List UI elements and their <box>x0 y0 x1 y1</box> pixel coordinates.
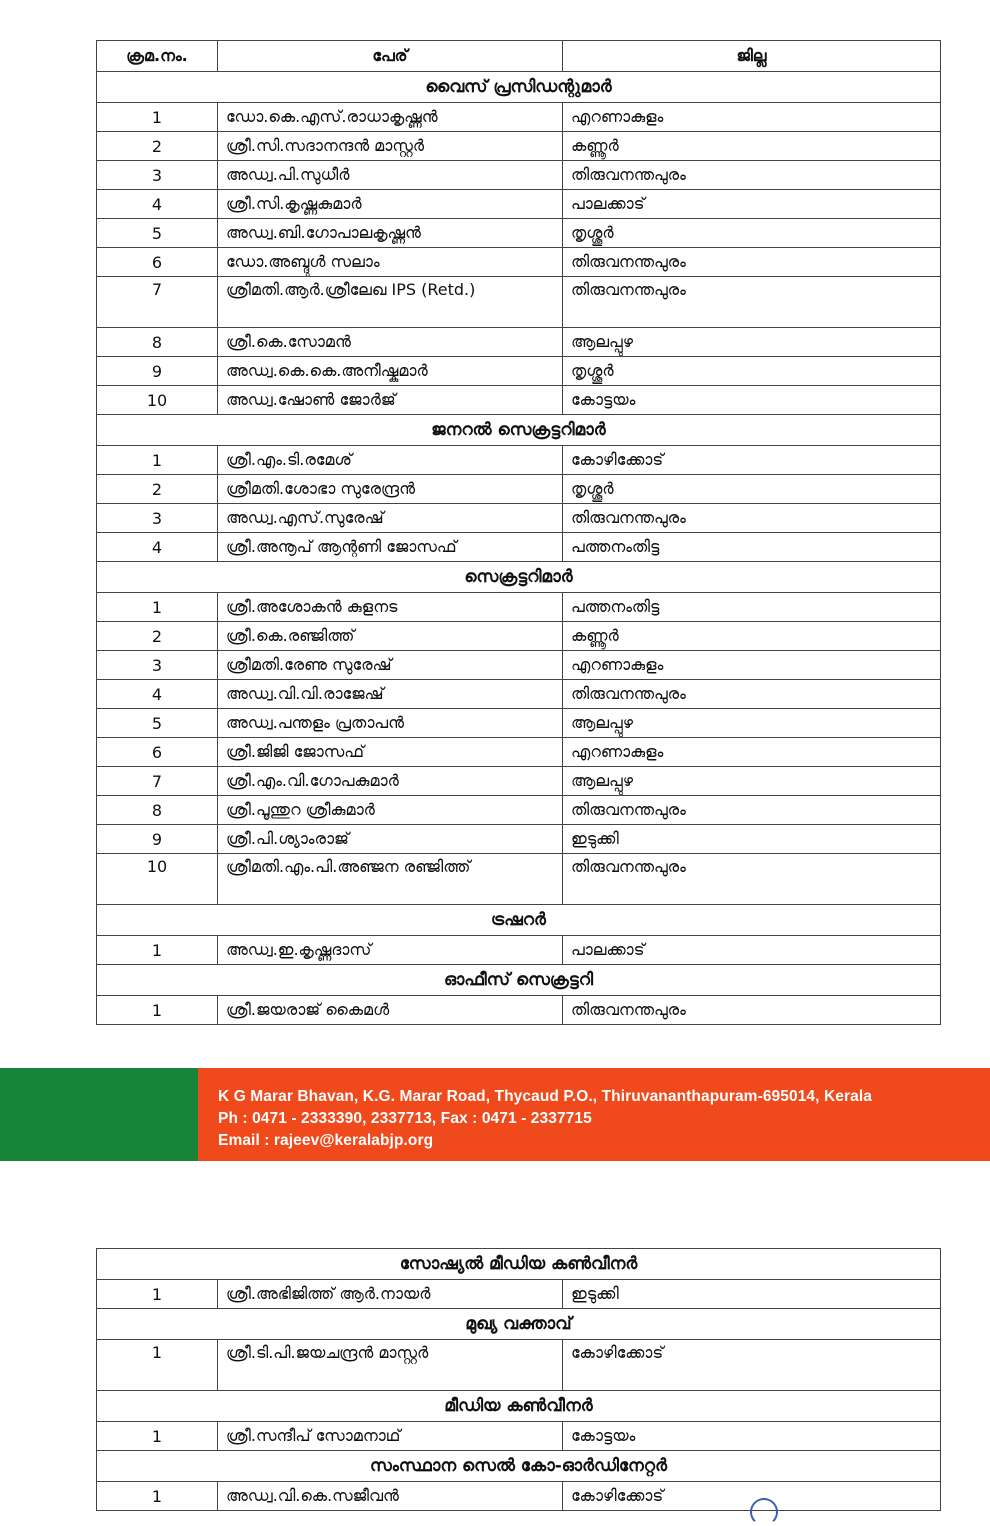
member-name-cell: അഡ്വ.ഷോൺ ജോർജ് <box>218 386 563 415</box>
member-name-cell: ശ്രീമതി.ആർ.ശ്രീലേഖ IPS (Retd.) <box>218 277 563 328</box>
member-name-cell: അഡ്വ.വി.വി.രാജേഷ് <box>218 680 563 709</box>
section-heading-row <box>97 1249 941 1280</box>
serial-number-cell: 1 <box>97 103 218 132</box>
table-row <box>97 651 941 680</box>
table-row <box>97 190 941 219</box>
section-title: ഓഫീസ് സെക്രട്ടറി <box>97 965 941 996</box>
office-bearers-body <box>97 72 941 1025</box>
serial-number-cell: 1 <box>97 1280 218 1309</box>
serial-number-cell: 4 <box>97 680 218 709</box>
serial-number-cell: 1 <box>97 1340 218 1391</box>
member-name-cell: അഡ്വ.കെ.കെ.അനീഷ്കുമാർ <box>218 357 563 386</box>
section-heading-row <box>97 965 941 996</box>
table-row <box>97 219 941 248</box>
table-row <box>97 996 941 1025</box>
serial-number-cell: 8 <box>97 328 218 357</box>
table-row <box>97 161 941 190</box>
serial-number-cell: 7 <box>97 767 218 796</box>
table-row <box>97 825 941 854</box>
table-row <box>97 767 941 796</box>
table-row <box>97 1482 941 1511</box>
member-name-cell: ശ്രീ.ടി.പി.ജയചന്ദ്രൻ മാസ്റ്റർ <box>218 1340 563 1391</box>
member-name-cell: ശ്രീ.ജിജി ജോസഫ് <box>218 738 563 767</box>
district-cell: തിരുവനന്തപുരം <box>563 248 941 277</box>
footer-email: Email : rajeev@keralabjp.org <box>218 1132 434 1149</box>
member-name-cell: അഡ്വ.ബി.ഗോപാലകൃഷ്ണൻ <box>218 219 563 248</box>
district-cell: പാലക്കാട് <box>563 190 941 219</box>
name-column-header: പേര് <box>218 41 563 72</box>
member-name-cell: അഡ്വ.പി.സുധീർ <box>218 161 563 190</box>
table-row <box>97 936 941 965</box>
table-row <box>97 475 941 504</box>
serial-number-cell: 8 <box>97 796 218 825</box>
member-name-cell: ശ്രീ.അശോകൻ കുളനട <box>218 593 563 622</box>
section-title: ട്രഷറർ <box>97 905 941 936</box>
table-row <box>97 622 941 651</box>
district-cell: കോട്ടയം <box>563 386 941 415</box>
table-row <box>97 386 941 415</box>
serial-number-cell: 6 <box>97 738 218 767</box>
serial-number-cell: 2 <box>97 132 218 161</box>
district-cell: ആലപ്പുഴ <box>563 328 941 357</box>
table-row <box>97 796 941 825</box>
member-name-cell: ശ്രീമതി.രേണു സുരേഷ് <box>218 651 563 680</box>
member-name-cell: ശ്രീമതി.എം.പി.അഞ്ജന രഞ്ജിത്ത് <box>218 854 563 905</box>
table-row <box>97 504 941 533</box>
district-cell: തൃശ്ശൂർ <box>563 219 941 248</box>
office-bearers-table <box>96 40 941 1025</box>
table-row <box>97 738 941 767</box>
serial-number-cell: 10 <box>97 386 218 415</box>
table-row <box>97 680 941 709</box>
section-heading-row <box>97 1451 941 1482</box>
member-name-cell: അഡ്വ.എസ്.സുരേഷ് <box>218 504 563 533</box>
district-cell: തിരുവനന്തപുരം <box>563 161 941 190</box>
district-cell: പാലക്കാട് <box>563 936 941 965</box>
member-name-cell: ഡോ.കെ.എസ്.രാധാകൃഷ്ണൻ <box>218 103 563 132</box>
serial-number-cell: 4 <box>97 533 218 562</box>
district-cell: കണ്ണൂർ <box>563 622 941 651</box>
table-row <box>97 709 941 738</box>
district-cell: തൃശ്ശൂർ <box>563 357 941 386</box>
serial-number-cell: 4 <box>97 190 218 219</box>
district-cell: തിരുവനന്തപുരം <box>563 277 941 328</box>
serial-number-cell: 2 <box>97 622 218 651</box>
serial-number-cell: 6 <box>97 248 218 277</box>
table-row <box>97 328 941 357</box>
footer-address: K G Marar Bhavan, K.G. Marar Road, Thycaud P.O., Thiruvananthapuram-695014, Kerala <box>218 1088 872 1105</box>
district-cell: കോഴിക്കോട് <box>563 1482 941 1511</box>
district-cell: തിരുവനന്തപുരം <box>563 996 941 1025</box>
district-cell: എറണാകുളം <box>563 651 941 680</box>
footer-orange-block <box>198 1068 990 1161</box>
serial-number-cell: 10 <box>97 854 218 905</box>
section-title: സംസ്ഥാന സെൽ കോ-ഓർഡിനേറ്റർ <box>97 1451 941 1482</box>
district-cell: എറണാകുളം <box>563 103 941 132</box>
signature-mark <box>750 1498 778 1526</box>
table-row <box>97 1422 941 1451</box>
district-cell: ആലപ്പുഴ <box>563 709 941 738</box>
footer-green-block <box>0 1068 198 1161</box>
district-column-header: ജില്ല <box>563 41 941 72</box>
section-title: സെക്രട്ടറിമാർ <box>97 562 941 593</box>
district-cell: തിരുവനന്തപുരം <box>563 504 941 533</box>
section-heading-row <box>97 1309 941 1340</box>
district-cell: ഇടുക്കി <box>563 1280 941 1309</box>
district-cell: പത്തനംതിട്ട <box>563 533 941 562</box>
serial-number-cell: 3 <box>97 161 218 190</box>
section-title: സോഷ്യൽ മീഡിയ കൺവീനർ <box>97 1249 941 1280</box>
table-header-row <box>97 41 941 72</box>
table-row <box>97 1280 941 1309</box>
table-row <box>97 593 941 622</box>
member-name-cell: അഡ്വ.പന്തളം പ്രതാപൻ <box>218 709 563 738</box>
footer-phone: Ph : 0471 - 2333390, 2337713, Fax : 0471 - 2337715 <box>218 1110 592 1127</box>
district-cell: തിരുവനന്തപുരം <box>563 680 941 709</box>
serial-number-cell: 1 <box>97 996 218 1025</box>
serial-number-cell: 3 <box>97 651 218 680</box>
table-row <box>97 533 941 562</box>
member-name-cell: ശ്രീ.എം.ടി.രമേശ് <box>218 446 563 475</box>
member-name-cell: അഡ്വ.വി.കെ.സജീവൻ <box>218 1482 563 1511</box>
member-name-cell: ശ്രീമതി.ശോഭാ സുരേന്ദ്രൻ <box>218 475 563 504</box>
member-name-cell: ശ്രീ.സി.സദാനന്ദൻ മാസ്റ്റർ <box>218 132 563 161</box>
table-row <box>97 854 941 905</box>
section-heading-row <box>97 562 941 593</box>
serial-number-cell: 9 <box>97 825 218 854</box>
section-title: മീഡിയ കൺവീനർ <box>97 1391 941 1422</box>
serial-number-cell: 1 <box>97 936 218 965</box>
member-name-cell: ശ്രീ.സി.കൃഷ്ണകുമാർ <box>218 190 563 219</box>
district-cell: കോഴിക്കോട് <box>563 446 941 475</box>
section-heading-row <box>97 415 941 446</box>
serial-number-cell: 3 <box>97 504 218 533</box>
conveners-table <box>96 1248 941 1511</box>
district-cell: ആലപ്പുഴ <box>563 767 941 796</box>
section-title: ജനറൽ സെക്രട്ടറിമാർ <box>97 415 941 446</box>
district-cell: കോഴിക്കോട് <box>563 1340 941 1391</box>
serial-number-cell: 5 <box>97 219 218 248</box>
serial-number-cell: 7 <box>97 277 218 328</box>
district-cell: കോട്ടയം <box>563 1422 941 1451</box>
district-cell: തിരുവനന്തപുരം <box>563 854 941 905</box>
table-row <box>97 277 941 328</box>
district-cell: തൃശ്ശൂർ <box>563 475 941 504</box>
district-cell: പത്തനംതിട്ട <box>563 593 941 622</box>
serial-number-cell: 1 <box>97 1482 218 1511</box>
section-heading-row <box>97 1391 941 1422</box>
letterhead-footer-band <box>0 1068 990 1161</box>
district-cell: കണ്ണൂർ <box>563 132 941 161</box>
table-row <box>97 103 941 132</box>
table-row <box>97 446 941 475</box>
member-name-cell: ശ്രീ.എം.വി.ഗോപകുമാർ <box>218 767 563 796</box>
member-name-cell: ശ്രീ.അഭിജിത്ത് ആർ.നായർ <box>218 1280 563 1309</box>
district-cell: ഇടുക്കി <box>563 825 941 854</box>
serial-number-cell: 1 <box>97 1422 218 1451</box>
district-cell: എറണാകുളം <box>563 738 941 767</box>
section-title: വൈസ് പ്രസിഡന്റുമാർ <box>97 72 941 103</box>
member-name-cell: ഡോ.അബ്ദുൾ സലാം <box>218 248 563 277</box>
member-name-cell: ശ്രീ.പൂന്തുറ ശ്രീകുമാർ <box>218 796 563 825</box>
table-row <box>97 1340 941 1391</box>
serial-number-cell: 9 <box>97 357 218 386</box>
member-name-cell: ശ്രീ.പി.ശ്യാംരാജ് <box>218 825 563 854</box>
member-name-cell: ശ്രീ.കെ.രഞ്ജിത്ത് <box>218 622 563 651</box>
section-heading-row <box>97 905 941 936</box>
serial-number-cell: 1 <box>97 593 218 622</box>
member-name-cell: ശ്രീ.സന്ദീപ് സോമനാഥ് <box>218 1422 563 1451</box>
section-heading-row <box>97 72 941 103</box>
table-row <box>97 132 941 161</box>
serial-number-cell: 5 <box>97 709 218 738</box>
member-name-cell: ശ്രീ.കെ.സോമൻ <box>218 328 563 357</box>
member-name-cell: അഡ്വ.ഇ.കൃഷ്ണദാസ് <box>218 936 563 965</box>
member-name-cell: ശ്രീ.ജയരാജ് കൈമൾ <box>218 996 563 1025</box>
conveners-body <box>97 1249 941 1511</box>
section-title: മുഖ്യ വക്താവ് <box>97 1309 941 1340</box>
table-row <box>97 357 941 386</box>
serial-number-cell: 2 <box>97 475 218 504</box>
district-cell: തിരുവനന്തപുരം <box>563 796 941 825</box>
table-row <box>97 248 941 277</box>
member-name-cell: ശ്രീ.അനൂപ് ആന്റണി ജോസഫ് <box>218 533 563 562</box>
serial-column-header: ക്രമ.നം. <box>97 41 218 72</box>
serial-number-cell: 1 <box>97 446 218 475</box>
